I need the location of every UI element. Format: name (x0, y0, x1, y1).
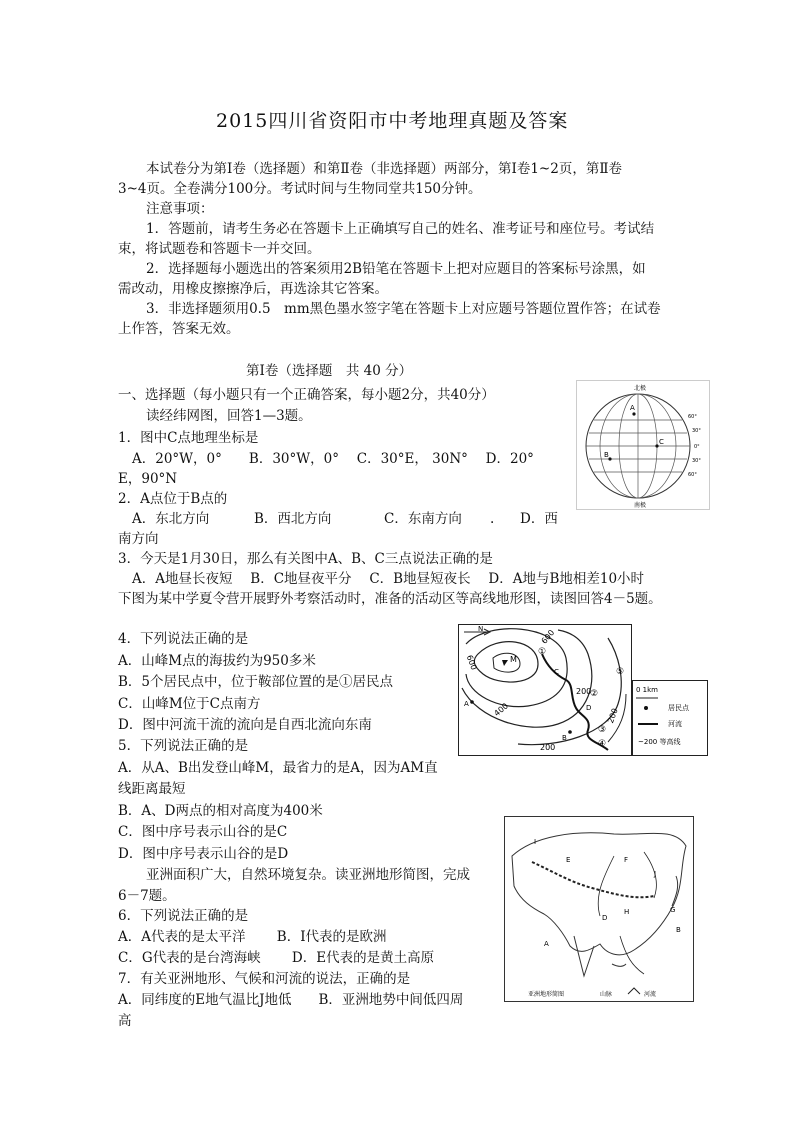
notes-heading: 注意事项： (146, 201, 214, 217)
question-stem: 2．A点位于B点的 (118, 491, 228, 507)
settlement-2: ② (590, 689, 599, 699)
lat-label: 0° (694, 444, 700, 450)
label-f: F (624, 856, 629, 864)
question-intro: 亚洲面积广大，自然环境复杂。读亚洲地形简图，完成 (146, 867, 470, 883)
option-a-continued: 线距离最短 (118, 781, 186, 797)
option-c: C．山峰M位于C点南方 (118, 696, 261, 712)
intro-line: 本试卷分为第Ⅰ卷（选择题）和第Ⅱ卷（非选择题）两部分，第Ⅰ卷1~2页，第Ⅱ卷 (146, 161, 623, 177)
settlement-5: ⑤ (616, 667, 625, 677)
label-d: D (602, 914, 608, 922)
question-options: A．A地昼长夜短 B．C地昼夜平分 C．B地昼短夜长 D．A地与B地相差10小时 (132, 571, 645, 587)
lat-label: 60° (688, 472, 697, 478)
point-a-label: A (630, 404, 635, 412)
legend-mountain: 山脉 (600, 991, 613, 998)
option-b: B．A、D两点的相对高度为400米 (118, 803, 323, 819)
settlement-1: ① (538, 647, 547, 657)
settlement-3: ③ (598, 725, 607, 735)
question-options: E，90°N (118, 471, 178, 487)
intro-line: 上作答，答案无效。 (118, 321, 240, 337)
contour-legend (632, 680, 708, 756)
lat-label: 30° (692, 428, 701, 434)
legend-contour: ~200 等高线 (638, 738, 681, 746)
contour-label-400: 400 (492, 701, 510, 719)
label-a: A (544, 940, 549, 948)
option-continued: 高 (118, 1013, 132, 1029)
intro-line: 3~4页。全卷满分100分。考试时间与生物同堂共150分钟。 (118, 181, 482, 197)
option-d: D．图中河流干流的流向是自西北流向东南 (118, 717, 372, 733)
graticule-figure (576, 380, 710, 510)
legend-river: 河流 (644, 991, 657, 998)
south-pole-label: 南极 (634, 502, 647, 509)
asia-map-figure (504, 816, 694, 1002)
point-d-label: D (586, 704, 592, 712)
question-intro: 下图为某中学夏令营开展野外考察活动时，准备的活动区等高线地形图，读图回答4－5题。 (118, 591, 662, 607)
north-pole-label: 北极 (634, 385, 647, 392)
point-c-label: C (554, 668, 559, 676)
stray-mark: . (490, 511, 495, 527)
north-arrow-label: N (478, 625, 484, 633)
page-title: 2015四川省资阳市中考地理真题及答案 (216, 110, 569, 132)
scale-label: 0 1km (636, 686, 659, 694)
label-g: G (670, 906, 676, 914)
option-a: A．从A、B出发登山峰M，最省力的是A，因为AM直 (118, 760, 438, 776)
settlement-4: ④ (598, 739, 607, 749)
contour-label-200: 200 (606, 707, 620, 725)
question-intro: 6－7题。 (118, 888, 176, 904)
label-j: J (654, 870, 657, 878)
question-options: A．同纬度的E地气温比J地低 B．亚洲地势中间低四周 (118, 992, 464, 1008)
map-caption: 亚洲地形简图 (528, 991, 565, 998)
label-h: H (624, 908, 630, 916)
option-d: D．西 (520, 511, 558, 527)
option-b: B．西北方向 (254, 511, 332, 527)
intro-line: 束，将试题卷和答题卡一并交回。 (118, 241, 321, 257)
option-a: A．山峰M点的海拔约为950多米 (118, 653, 316, 669)
part-heading: 一、选择题（每小题只有一个正确答案，每小题2分，共40分） (118, 387, 495, 403)
contour-label-200: 200 (576, 687, 592, 696)
intro-line: 2．选择题每小题选出的答案须用2B铅笔在答题卡上把对应题目的答案标号涂黑，如 (146, 261, 646, 277)
question-stem: 7．有关亚洲地形、气候和河流的说法，正确的是 (118, 971, 411, 987)
option-d-continued: 南方向 (118, 531, 159, 547)
question-stem: 6．下列说法正确的是 (118, 908, 249, 924)
question-options: C．G代表的是台湾海峡 D．E代表的是黄土高原 (118, 950, 435, 966)
legend-river: 河流 (668, 720, 682, 728)
intro-line: 需改动，用橡皮擦擦净后，再选涂其它答案。 (118, 281, 388, 297)
point-c-label: C (659, 438, 664, 446)
question-stem: 4．下列说法正确的是 (118, 631, 249, 647)
contour-label-200: 200 (540, 743, 556, 752)
lat-label: 30° (692, 458, 701, 464)
option-c: C．东南方向 (384, 511, 462, 527)
option-a: A．东北方向 (132, 511, 210, 527)
contour-map-figure (458, 624, 632, 756)
contour-label-600: 600 (464, 653, 479, 672)
label-i: I (534, 838, 537, 846)
option-d: D．图中序号表示山谷的是D (118, 846, 289, 862)
label-e: E (566, 856, 571, 864)
option-b: B．5个居民点中，位于鞍部位置的是①居民点 (118, 674, 394, 690)
section-title: 第Ⅰ卷（选择题 共 40 分） (246, 363, 413, 379)
intro-line: 3．非选择题须用0.5 mm黑色墨水签字笔在答题卡上对应题号答题位置作答；在试卷 (146, 301, 661, 317)
question-stem: 5．下列说法正确的是 (118, 738, 249, 754)
option-c: C．图中序号表示山谷的是C (118, 824, 288, 840)
contour-label-600: 600 (539, 628, 557, 646)
question-options: A．20°W，0° B．30°W，0° C．30°E， 30N° D．20° (132, 451, 534, 467)
label-b: B (676, 926, 681, 934)
peak-m-label: M (510, 655, 517, 664)
question-stem: 1．图中C点地理坐标是 (118, 430, 259, 446)
point-b-label: B (562, 734, 567, 742)
question-options: A．A代表的是太平洋 B．I代表的是欧洲 (118, 929, 387, 945)
question-intro: 读经纬网图，回答1—3题。 (146, 408, 312, 424)
point-b-label: B (604, 451, 609, 459)
point-a-label: A (464, 700, 469, 708)
lat-label: 60° (688, 414, 697, 420)
question-stem: 3．今天是1月30日，那么有关图中A、B、C三点说法正确的是 (118, 551, 493, 567)
intro-line: 1．答题前，请考生务必在答题卡上正确填写自己的姓名、准考证号和座位号。考试结 (146, 221, 655, 237)
legend-settlement: 居民点 (668, 704, 689, 712)
